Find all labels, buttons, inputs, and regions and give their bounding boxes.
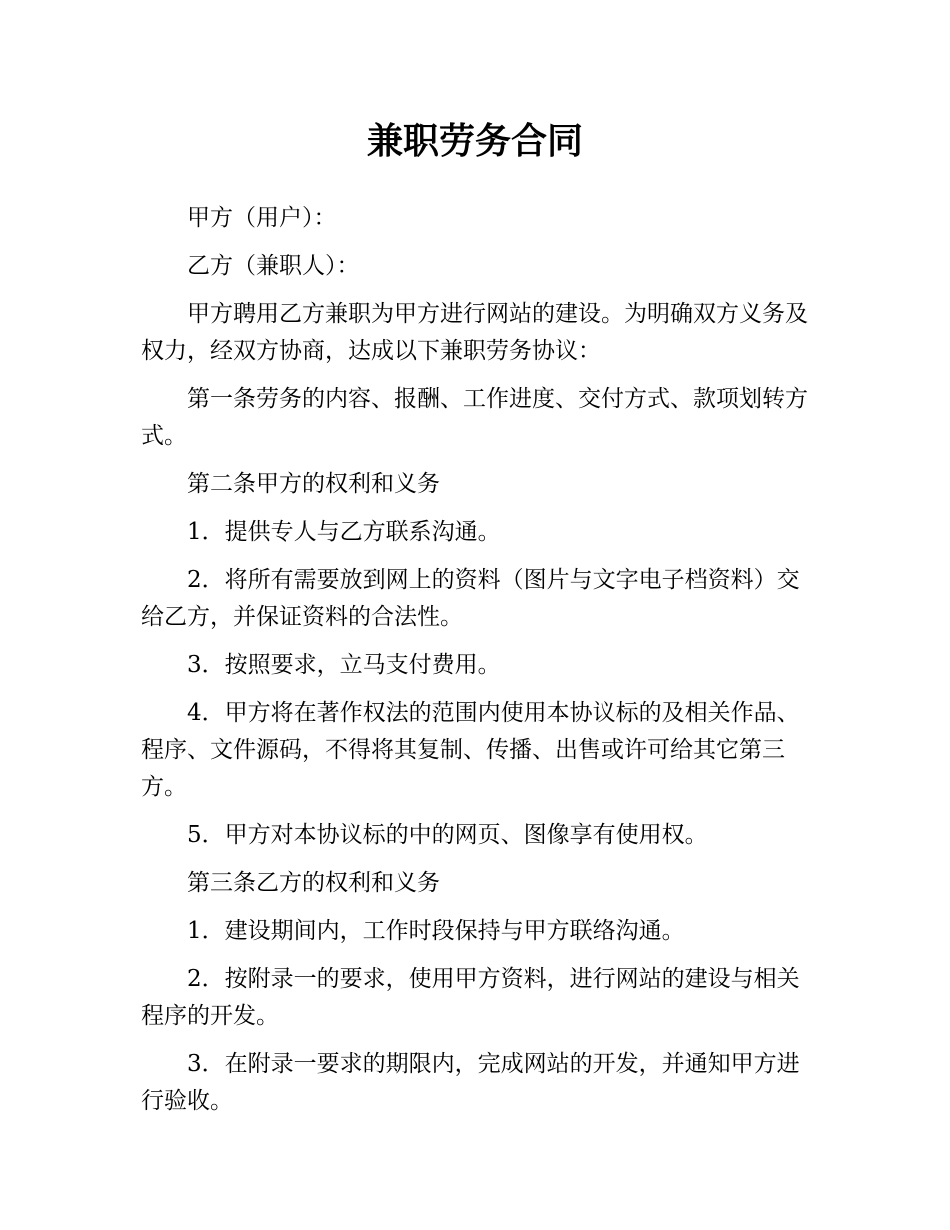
document-title: 兼职劳务合同 <box>366 121 583 162</box>
article-3-item-3: 3．在附录一要求的期限内，完成网站的开发，并通知甲方进行验收。 <box>141 1051 800 1114</box>
party-b-line: 乙方（兼职人）： <box>187 253 360 279</box>
article-2-item-1: 1．提供专人与乙方联系沟通。 <box>187 519 501 545</box>
article-2-item-5: 5．甲方对本协议标的中的网页、图像享有使用权。 <box>187 822 708 848</box>
party-a-line: 甲方（用户）： <box>187 205 337 231</box>
article-2-item-4: 4．甲方将在著作权法的范围内使用本协议标的及相关作品、程序、文件源码，不得将其复制、传播、出售或许可给其它第三方。 <box>141 700 800 800</box>
article-2-item-3: 3．按照要求，立马支付费用。 <box>187 652 501 678</box>
article-3-item-1: 1．建设期间内，工作时段保持与甲方联络沟通。 <box>187 918 685 944</box>
article-3-heading: 第三条乙方的权利和义务 <box>187 870 440 896</box>
document-body <box>141 200 813 1131</box>
article-3-item-2: 2．按附录一的要求，使用甲方资料，进行网站的建设与相关程序的开发。 <box>141 966 800 1029</box>
article-2-heading: 第二条甲方的权利和义务 <box>187 471 440 497</box>
intro-paragraph: 甲方聘用乙方兼职为甲方进行网站的建设。为明确双方义务及权力，经双方协商，达成以下兼职劳务协议： <box>141 301 808 364</box>
article-1: 第一条劳务的内容、报酬、工作进度、交付方式、款项划转方式。 <box>141 386 808 449</box>
article-2-item-2: 2．将所有需要放到网上的资料（图片与文字电子档资料）交给乙方，并保证资料的合法性。 <box>141 567 800 630</box>
